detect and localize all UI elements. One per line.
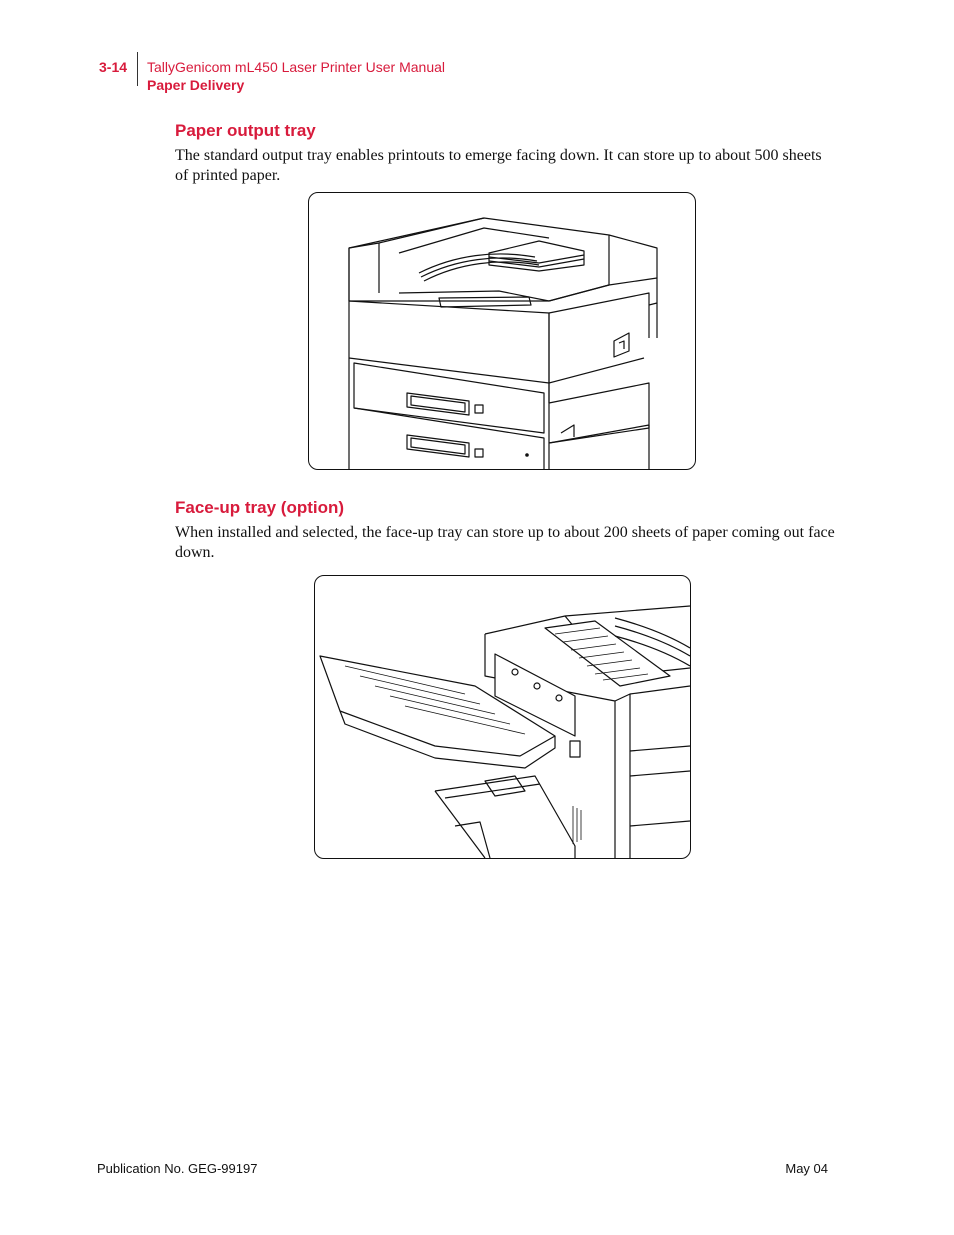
publication-date: May 04 (785, 1161, 828, 1176)
paragraph-face-up-tray: When installed and selected, the face-up tray can store up to about 200 sheets of paper coming out face down. (175, 524, 835, 561)
paragraph-paper-output-tray: The standard output tray enables printouts to emerge facing down. It can store up to about 500 sheets of printed paper. (175, 147, 822, 184)
printer-output-tray-illustration (308, 192, 696, 470)
page-number: 3-14 (99, 59, 128, 75)
publication-number: Publication No. GEG-99197 (97, 1161, 258, 1176)
header-divider (137, 52, 138, 86)
manual-title: TallyGenicom mL450 Laser Printer User Manual (147, 59, 446, 75)
section-title: Paper Delivery (147, 77, 245, 93)
heading-face-up-tray: Face-up tray (option) (175, 498, 345, 517)
face-up-tray-illustration (314, 575, 691, 859)
heading-paper-output-tray: Paper output tray (175, 121, 316, 140)
